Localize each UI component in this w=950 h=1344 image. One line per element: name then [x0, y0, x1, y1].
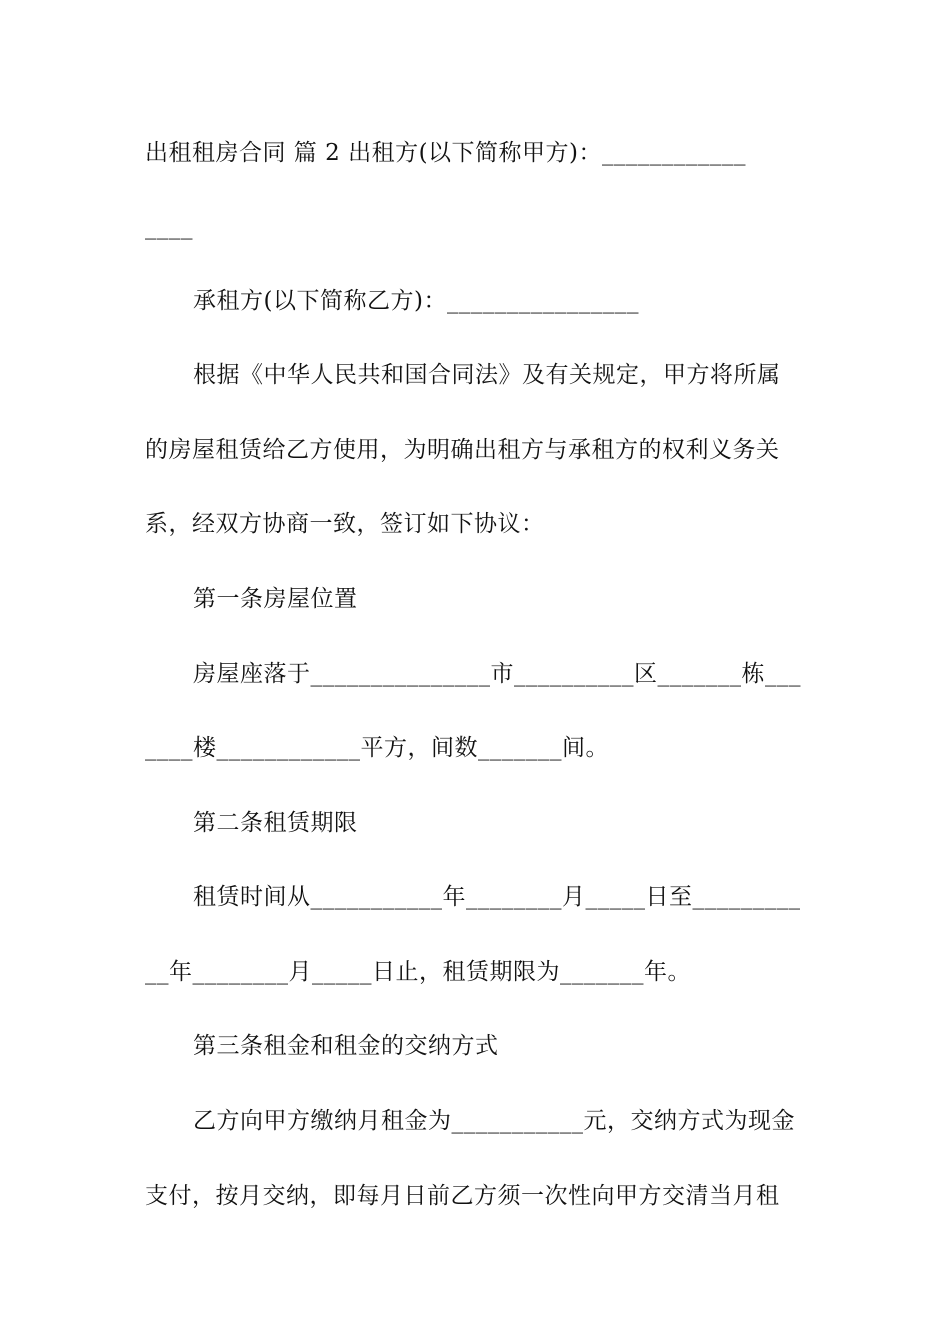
section-heading: 第二条租赁期限 [193, 810, 358, 836]
paragraph-line: 租赁时间从___________年________月_____日至_________ [193, 884, 801, 910]
title-line-continuation: ____ [145, 214, 193, 240]
paragraph-line: 系，经双方协商一致，签订如下协议： [145, 511, 545, 537]
paragraph-line: ____楼____________平方，间数_______间。 [145, 735, 609, 761]
lessee-line: 承租方(以下简称乙方)：________________ [193, 288, 639, 314]
paragraph-line: 根据《中华人民共和国合同法》及有关规定，甲方将所属 [193, 362, 781, 388]
section-heading: 第一条房屋位置 [193, 586, 358, 612]
paragraph-line: 支付，按月交纳，即每月日前乙方须一次性向甲方交清当月租 [145, 1183, 780, 1209]
paragraph-line: 的房屋租赁给乙方使用，为明确出租方与承租方的权利义务关 [145, 437, 780, 463]
section-heading: 第三条租金和租金的交纳方式 [193, 1033, 499, 1059]
paragraph-line: __年________月_____日止，租赁期限为_______年。 [145, 959, 691, 985]
title-line: 出租租房合同 篇 2 出租方(以下简称甲方)：____________ [145, 140, 747, 166]
paragraph-line: 房屋座落于_______________市__________区_______栋___ [193, 661, 801, 687]
paragraph-line: 乙方向甲方缴纳月租金为___________元，交纳方式为现金 [193, 1108, 795, 1134]
